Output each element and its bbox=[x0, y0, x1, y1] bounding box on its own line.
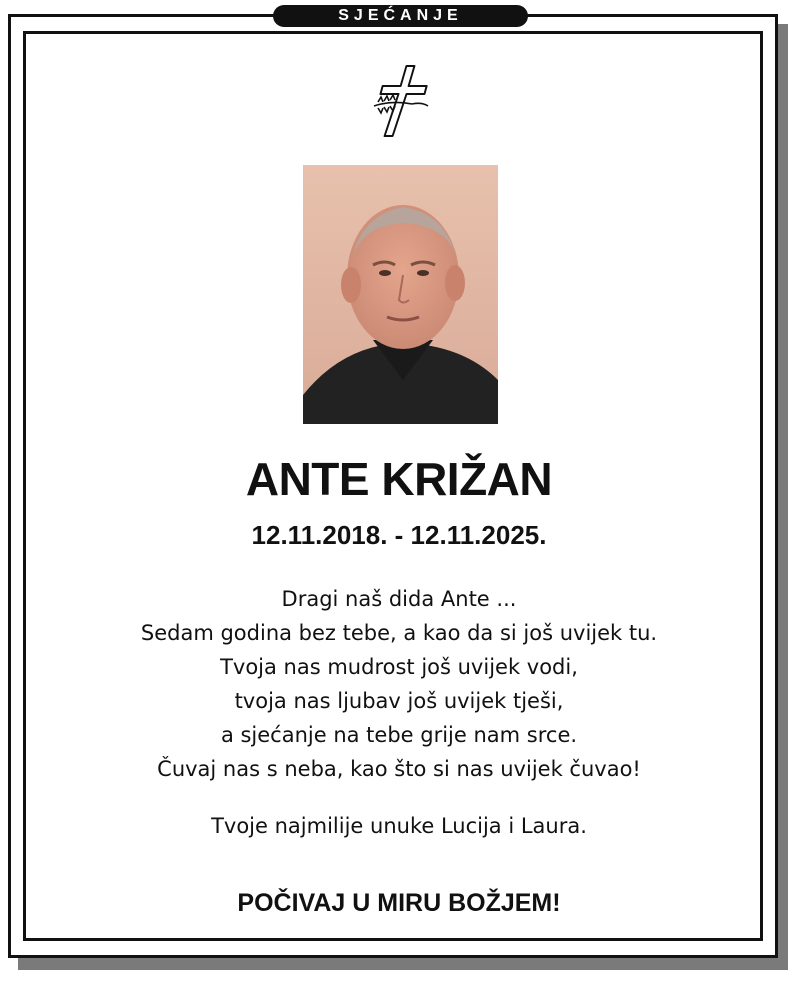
poem-line: a sjećanje na tebe grije nam srce. bbox=[220, 723, 578, 747]
poem-line: Sedam godina bez tebe, a kao da si još uvijek tu. bbox=[140, 621, 658, 645]
cross-with-wheat-icon bbox=[368, 62, 432, 142]
memorial-poem bbox=[0, 582, 798, 786]
closing-line: POČIVAJ U MIRU BOŽJEM! bbox=[237, 889, 561, 917]
poem-line: Dragi naš dida Ante ... bbox=[281, 587, 517, 611]
portrait-photo bbox=[303, 165, 498, 424]
poem-line: tvoja nas ljubav još uvijek tješi, bbox=[234, 689, 564, 713]
memorial-dates: 12.11.2018. - 12.11.2025. bbox=[251, 520, 547, 550]
poem-line: Čuvaj nas s neba, kao što si nas uvijek čuvao! bbox=[157, 757, 641, 781]
deceased-name: ANTE KRIŽAN bbox=[245, 453, 553, 505]
signature-line: Tvoje najmilije unuke Lucija i Laura. bbox=[211, 814, 587, 838]
header-label: SJEĆANJE bbox=[273, 5, 528, 27]
poem-line: Tvoja nas mudrost još uvijek vodi, bbox=[220, 655, 578, 679]
